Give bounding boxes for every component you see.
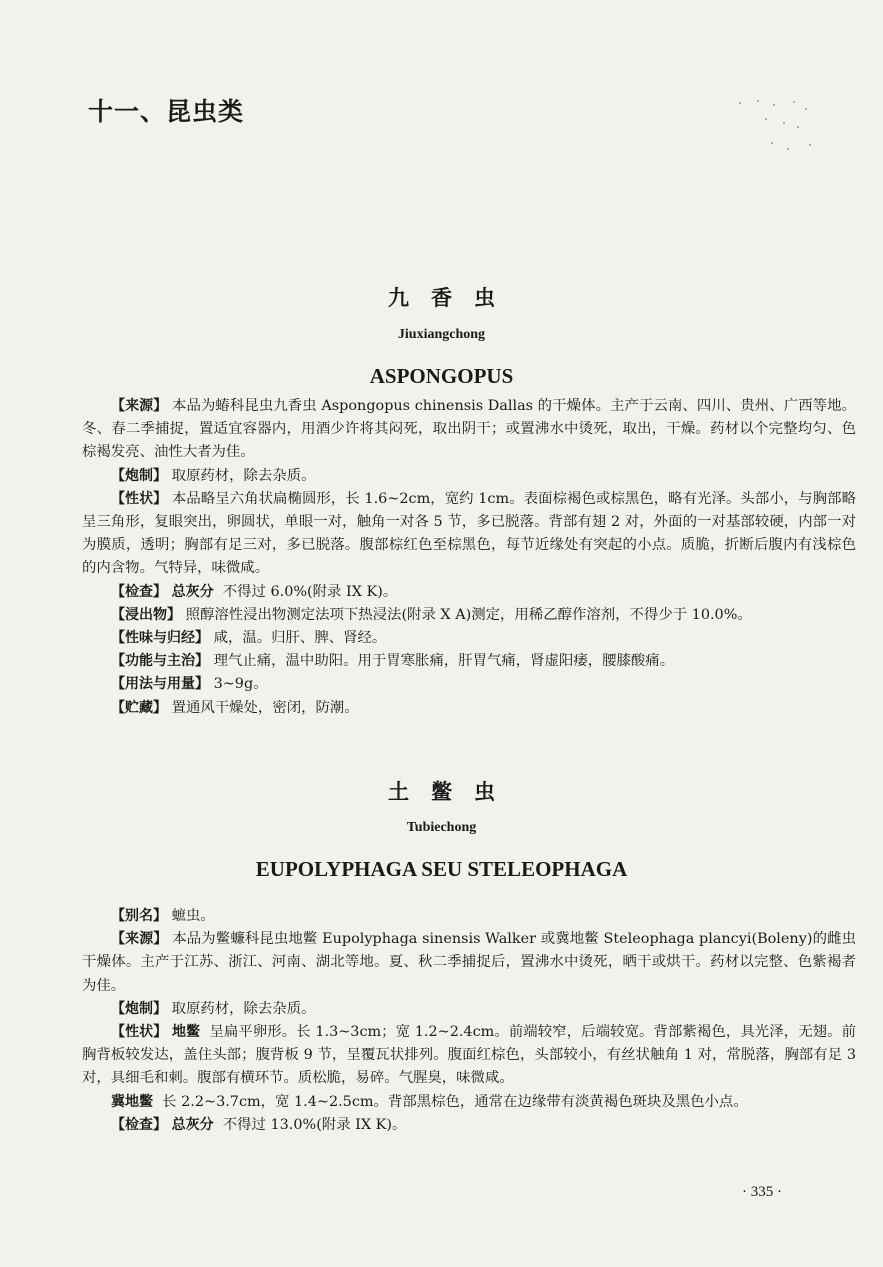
source-paragraph: 【来源】 本品为鳖蠊科昆虫地鳖 Eupolyphaga sinensis Walker 或冀地鳖 Steleophaga plancyi(Boleny)的雌虫干燥体。主产于江苏、浙江、河南、湖北等地。夏、秋二季捕捉后，置沸水中烫死，晒干或烘干。药材以完整、色紫褐者为佳。 [82,931,857,994]
processing-paragraph: 【炮制】 取原药材，除去杂质。 [111,1000,316,1017]
alias-paragraph: 【别名】 蟅虫。 [111,908,215,924]
entry-title-latin: ASPONGOPUS [369,364,514,388]
inspection-paragraph: 【检查】 总灰分 不得过 6.0%(附录 IX K)。 [111,583,398,600]
entry-body [82,905,856,1137]
extract-paragraph: 【浸出物】 照醇溶性浸出物测定法项下热浸法(附录 X A)测定，用稀乙醇作溶剂，不得少于 10.0%。 [111,606,752,623]
page-number: · 335 · [742,1184,782,1200]
source-paragraph: 【来源】 本品为蝽科昆虫九香虫 Aspongopus chinensis Dallas 的干燥体。主产于云南、四川、贵州、广西等地。冬、春二季捕捉，置适宜容器内，用酒少许将其闷死，取出阴干；或置沸水中烫死，取出，干燥。药材以个完整均匀、色棕褐发亮、油性大者为佳。 [82,398,857,461]
variety-paragraph: 冀地鳖 长 2.2~3.7cm，宽 1.4~2.5cm。背部黑棕色，通常在边缘带有淡黄褐色斑块及黑色小点。 [111,1093,748,1110]
storage-paragraph: 【贮藏】 置通风干燥处，密闭，防潮。 [111,699,359,716]
entry-title-cn: 土鳖虫 [388,780,517,804]
nature-paragraph: 【性味与归经】 咸，温。归肝、脾、肾经。 [111,630,387,647]
characteristics-paragraph: 【性状】 本品略呈六角状扁椭圆形，长 1.6~2cm，宽约 1cm。表面棕褐色或棕黑色，略有光泽。头部小，与胸部略呈三角形，复眼突出，卵圆状，单眼一对，触角一对各 5 节，多已脱落。背部有翅 2 对，外面的一对基部较硬，内部一对为膜质，透明；胸部有足三对，多已脱落。腹部棕红色至棕黑色，每节近缘处有突起的小点。质脆，折断后腹内有浅棕色的内含物。气特异，味微咸。 [82,490,856,577]
inspection-paragraph: 【检查】 总灰分 不得过 13.0%(附录 IX K)。 [111,1116,407,1133]
function-paragraph: 【功能与主治】 理气止痛，温中助阳。用于胃寒胀痛，肝胃气痛，肾虚阳痿，腰膝酸痛。 [111,653,675,670]
dosage-paragraph: 【用法与用量】 3~9g。 [111,676,268,693]
entry-title-pinyin: Jiuxiangchong [397,327,486,342]
processing-paragraph: 【炮制】 取原药材，除去杂质。 [111,467,316,484]
characteristics-paragraph: 【性状】 地鳖 呈扁平卵形。长 1.3~3cm；宽 1.2~2.4cm。前端较窄，后端较宽。背部紫褐色，具光泽，无翅。前胸背板较发达，盖住头部；腹背板 9 节，呈覆瓦状排列。腹面红棕色，头部较小，有丝状触角 1 对，常脱落，胸部有足 3 对，具细毛和刺。腹部有横环节。质松脆，易碎。气腥臭，味微咸。 [82,1024,856,1087]
entry-title-cn: 九香虫 [388,286,517,310]
entry-title-latin: EUPOLYPHAGA SEU STELEOPHAGA [255,857,628,881]
chapter-heading: 十一、昆虫类 [88,97,245,126]
scan-specks [735,98,825,158]
entry-title-pinyin: Tubiechong [406,820,477,835]
entry-body [82,395,856,720]
